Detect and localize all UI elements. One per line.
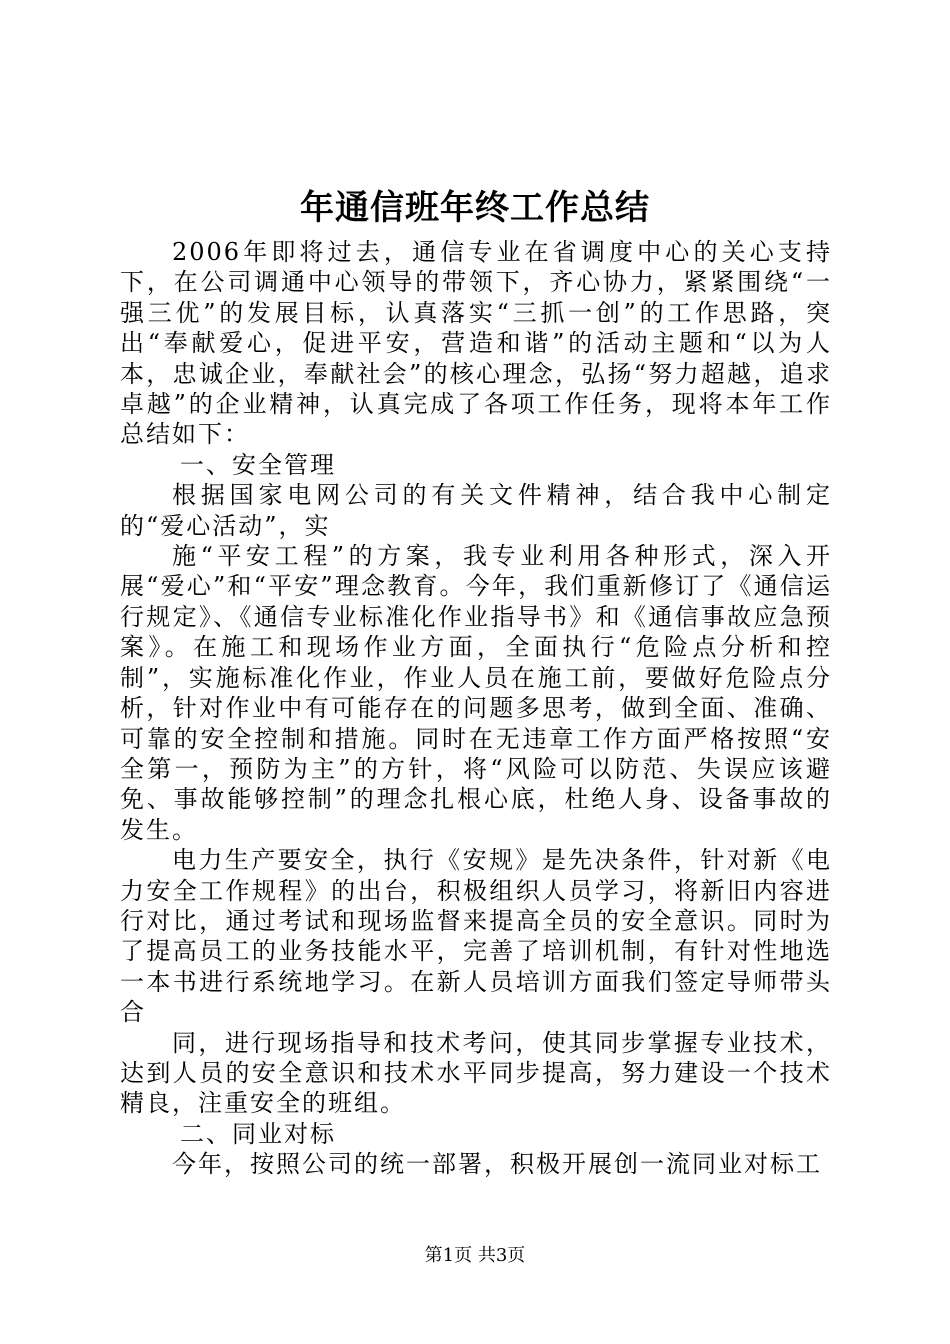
paragraph-safety-1: 根据国家电网公司的有关文件精神，结合我中心制定的“爱心活动”，实 — [120, 481, 832, 540]
document-title: 年通信班年终工作总结 — [300, 188, 650, 228]
paragraph-benchmark-1: 今年，按照公司的统一部署，积极开展创一流同业对标工 — [172, 1150, 822, 1179]
document-body — [120, 237, 832, 1180]
paragraph-safety-3: 电力生产要安全，执行《安规》是先决条件，针对新《电力安全工作规程》的出台，积极组织人员学习，将新旧内容进行对比，通过考试和现场监督来提高全员的安全意识。同时为了提高员工的业务技能水平，完善了培训机制，有针对性地选一本书进行系统地学习。在新人员培训方面我们签定导师带头合 — [120, 846, 832, 1027]
paragraph-safety-4: 同，进行现场指导和技术考问，使其同步掌握专业技术，达到人员的安全意识和技术水平同步提高，努力建设一个技术精良，注重安全的班组。 — [120, 1028, 832, 1118]
paragraph-intro: 2006年即将过去，通信专业在省调度中心的关心支持下，在公司调通中心领导的带领下，齐心协力，紧紧围绕“一强三优”的发展目标，认真落实“三抓一创”的工作思路，突出“奉献爱心，促进平安，营造和谐”的活动主题和“以为人本，忠诚企业，奉献社会”的核心理念，弘扬“努力超越，追求卓越”的企业精神，认真完成了各项工作任务，现将本年工作总结如下： — [120, 238, 832, 449]
section-heading-safety: 一、安全管理 — [180, 450, 336, 479]
section-heading-benchmark: 二、同业对标 — [180, 1119, 336, 1148]
paragraph-safety-2: 施“平安工程”的方案，我专业利用各种形式，深入开展“爱心”和“平安”理念教育。今年，我们重新修订了《通信运行规定》、《通信专业标准化作业指导书》和《通信事故应急预案》。在施工和现场作业方面，全面执行“危险点分析和控制”，实施标准化作业，作业人员在施工前，要做好危险点分析，针对作业中有可能存在的问题多思考，做到全面、准确、可靠的安全控制和措施。同时在无违章工作方面严格按照“安全第一，预防为主”的方针，将“风险可以防范、失误应该避免、事故能够控制”的理念扎根心底，杜绝人身、设备事故的发生。 — [120, 542, 832, 844]
page-footer: 第1页 共3页 — [424, 1245, 526, 1266]
